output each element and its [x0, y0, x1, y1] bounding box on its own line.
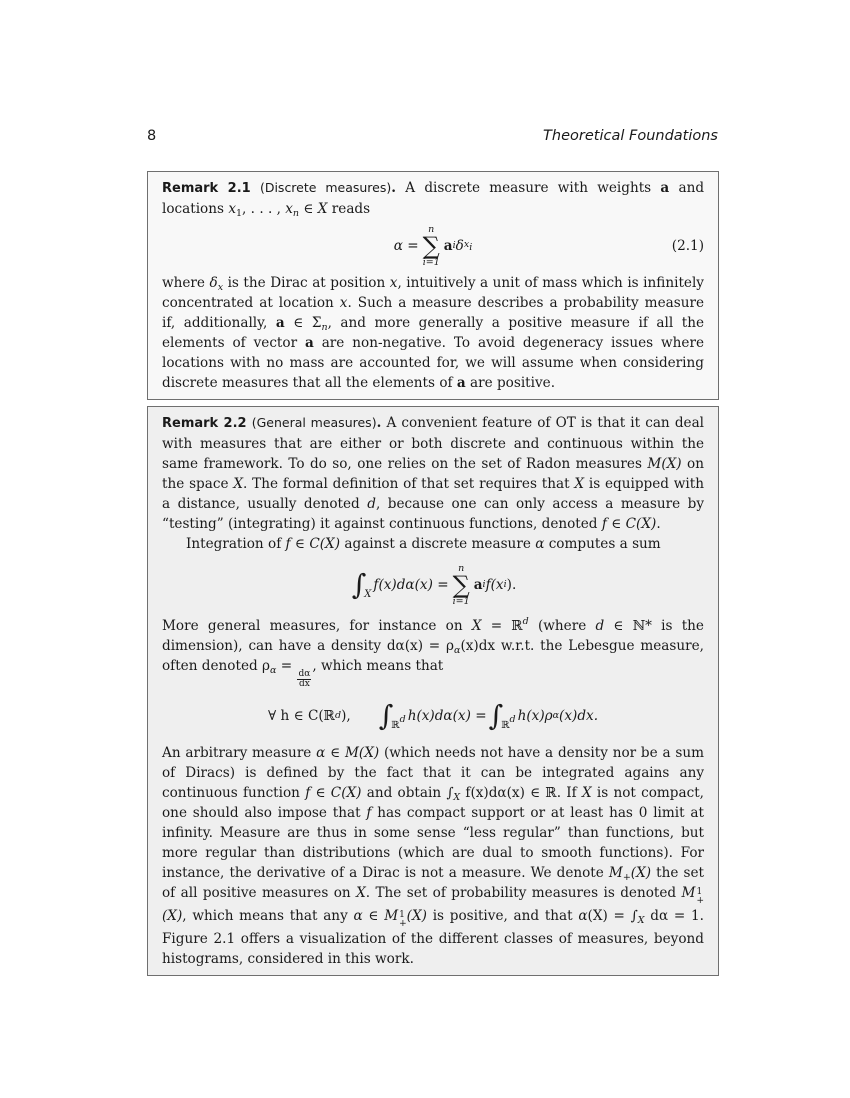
equation-2-1: α = n ∑ i=1 a i δ xi (2.1)	[393, 223, 704, 268]
remark-1-label: Remark 2.1	[162, 181, 251, 196]
remark-2-name: (General measures)	[251, 415, 377, 430]
remark-1-body: where $\delta_x$ is the Dirac at position x, intuitively a unit of mass which is infinitely concentrated at location x. Such a measure describes a probability measure if, additionally, a ∈ $\Sigma_n$, and more generally a positive measure if all the elements of vector a are non-negative. To avoid degeneracy issues where locations with no mass are accounted for, we will assume when considering discrete measures that all the elements of a are positive.	[162, 275, 704, 391]
equation-integral-sum: ∫ X f(x)dα(x) = n ∑ i=1 a i f(x i ).	[351, 562, 517, 607]
density-fraction: $\frac{d\alpha}{dx}$	[298, 669, 311, 689]
remark-2-integration: Integration of f ∈ C(X) against a discrete measure α computes a sum	[186, 536, 661, 552]
remark-general-measures	[147, 406, 719, 976]
remark-2-label: Remark 2.2	[162, 416, 247, 431]
remark-2-intro: Remark 2.2 (General measures). A convenient feature of OT is that it can deal with measures that are either or both discrete and continuous within the same framework. To do so, one relies on the set of Radon measures M(X) on the space X. The formal definition of that set requires that X is equipped with a distance, usually denoted d, because one can only access a measure by “testing” (integrating) it against continuous functions, denoted f ∈ C(X).	[162, 415, 705, 532]
equation-number: (2.1)	[671, 238, 704, 254]
remark-1-intro: Remark 2.1 (Discrete measures). A discrete measure with weights a and locations $x_1$, . . . , $x_n$ ∈ X reads	[162, 180, 705, 219]
remark-1-name: (Discrete measures)	[259, 180, 392, 195]
running-title: Theoretical Foundations	[543, 128, 718, 144]
remark-2-density: More general measures, for instance on X = ℝ$^d$ (where d ∈ ℕ* is the dimension), can have a density $d\alpha(x) = \rho_\alpha(x)dx$ w.r.t. the Lebesgue measure, often denoted $\rho_\alpha$ = $\frac{d\alpha}{dx}$ , which means that	[162, 616, 704, 689]
equation-density: ∀ h ∈ C(ℝ d ), ∫ ℝd h(x)dα(x) = ∫ ℝd h(x)ρ α (x)dx.	[267, 699, 599, 732]
remark-2-arbitrary-measure: An arbitrary measure α ∈ M(X) (which needs not have a density nor be a sum of Diracs) is defined by the fact that it can be integrated agains any continuous function f ∈ C(X) and obtain $\int_X$ f(x)dα(x) ∈ ℝ. If X is not compact, one should also impose that f has compact support or at least has 0 limit at infinity. Measure are thus in some sense “less regular” than functions, but more regular than distributions (which are dual to smooth functions). For instance, the derivative of a Dirac is not a measure. We denote $M_+(X)$ the set of all positive measures on X. The set of probability measures is denoted M1 +(X), which means that any α ∈ M1 +(X) is positive, and that $\alpha(X) = \int_X$ dα = 1. Figure 2.1 offers a visualization of the different classes of measures, beyond histograms, considered in this work.	[162, 745, 704, 967]
page-number: 8	[147, 128, 157, 144]
remark-discrete-measures	[147, 171, 719, 400]
